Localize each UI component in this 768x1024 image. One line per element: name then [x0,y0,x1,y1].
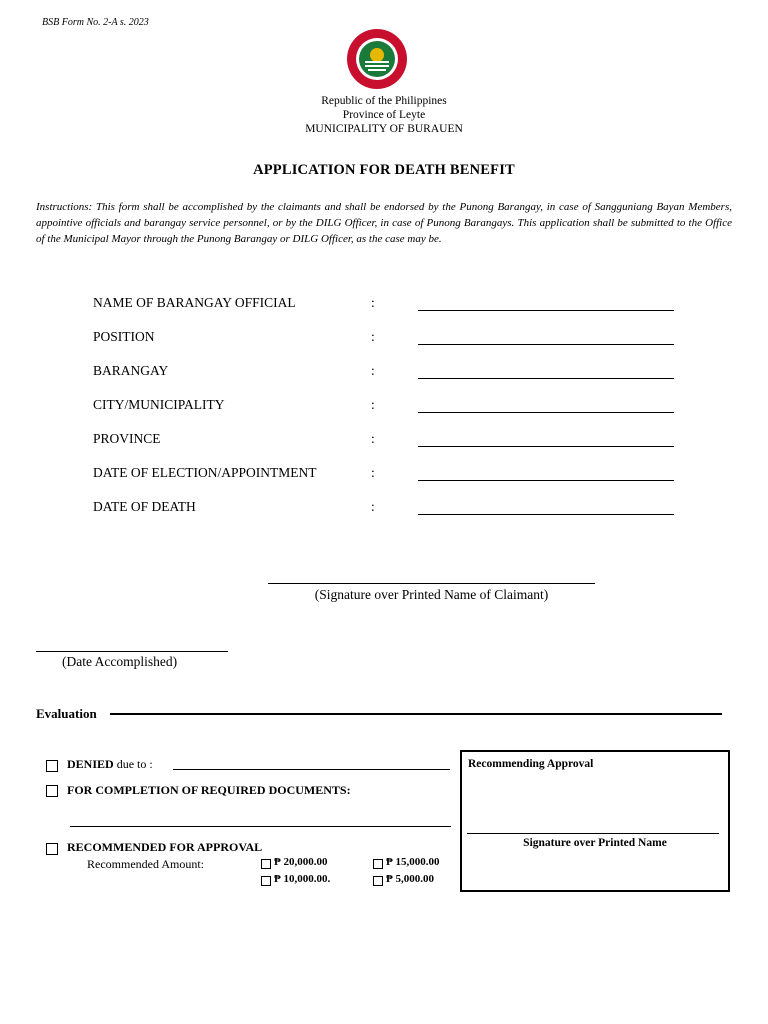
amount-10000-checkbox[interactable] [261,876,271,886]
field-colon: : [371,363,375,378]
field-label-province: PROVINCE [93,431,161,446]
recommended-label: RECOMMENDED FOR APPROVAL [67,840,263,854]
denied-label: DENIED [67,757,114,771]
province-line: Province of Leyte [342,109,426,121]
amount-5000-label: ₱ 5,000.00 [386,873,434,885]
form-code: BSB Form No. 2-A s. 2023 [42,17,149,28]
completion-label: FOR COMPLETION OF REQUIRED DOCUMENTS: [67,783,351,797]
field-label-death-date: DATE OF DEATH [93,499,196,514]
approver-signature-caption: Signature over Printed Name [523,837,667,849]
amount-10000-label: ₱ 10,000.00. [274,873,331,885]
denied-option [67,757,153,772]
claimant-signature-line[interactable] [268,583,595,584]
field-line-name[interactable] [418,310,674,311]
field-colon: : [371,499,375,514]
amount-5000-checkbox[interactable] [373,876,383,886]
field-line-city[interactable] [418,412,674,413]
recommending-approval-box [460,750,730,892]
republic-line: Republic of the Philippines [321,95,447,107]
amount-20000-checkbox[interactable] [261,859,271,869]
field-label-election-date: DATE OF ELECTION/APPOINTMENT [93,465,317,480]
evaluation-divider [110,713,722,715]
field-line-position[interactable] [418,344,674,345]
field-label-barangay: BARANGAY [93,363,169,378]
amount-20000-label: ₱ 20,000.00 [274,856,328,868]
amount-15000-label: ₱ 15,000.00 [386,856,440,868]
instructions-text: Instructions: This form shall be accomplished by the claimants and shall be endorsed by the Punong Barangay, in case of Sangguniang Bayan Members, appointive officials and barangay service personnel, or by the DILG Officer, in case of Punong Barangays. This application shall be submitted to the Office of the Municipal Mayor through the Punong Barangay or DILG Officer, as the case may be. [36,201,732,245]
field-label-city: CITY/MUNICIPALITY [93,397,225,412]
field-colon: : [371,329,375,344]
field-colon: : [371,397,375,412]
field-line-barangay[interactable] [418,378,674,379]
denied-reason-line[interactable] [173,769,450,770]
form-title: APPLICATION FOR DEATH BENEFIT [253,162,515,178]
municipality-line: MUNICIPALITY OF BURAUEN [305,123,463,135]
date-accomplished-caption: (Date Accomplished) [62,654,178,669]
field-colon: : [371,295,375,310]
recommended-checkbox[interactable] [46,843,58,855]
claimant-signature-caption: (Signature over Printed Name of Claimant) [314,587,549,602]
amount-15000-checkbox[interactable] [373,859,383,869]
field-colon: : [371,465,375,480]
evaluation-label: Evaluation [36,706,97,721]
recommended-amount-label: Recommended Amount: [87,857,204,871]
field-label-position: POSITION [93,329,155,344]
recommending-approval-title: Recommending Approval [468,758,594,770]
completion-documents-line[interactable] [70,826,451,827]
field-line-province[interactable] [418,446,674,447]
date-accomplished-line[interactable] [36,651,228,652]
field-label-name: NAME OF BARANGAY OFFICIAL [93,295,296,310]
field-line-death-date[interactable] [418,514,674,515]
field-colon: : [371,431,375,446]
completion-checkbox[interactable] [46,785,58,797]
field-line-election-date[interactable] [418,480,674,481]
approver-signature-line[interactable] [467,833,719,834]
official-seal-icon [346,28,408,90]
denied-checkbox[interactable] [46,760,58,772]
denied-reason-label: due to : [113,757,153,771]
